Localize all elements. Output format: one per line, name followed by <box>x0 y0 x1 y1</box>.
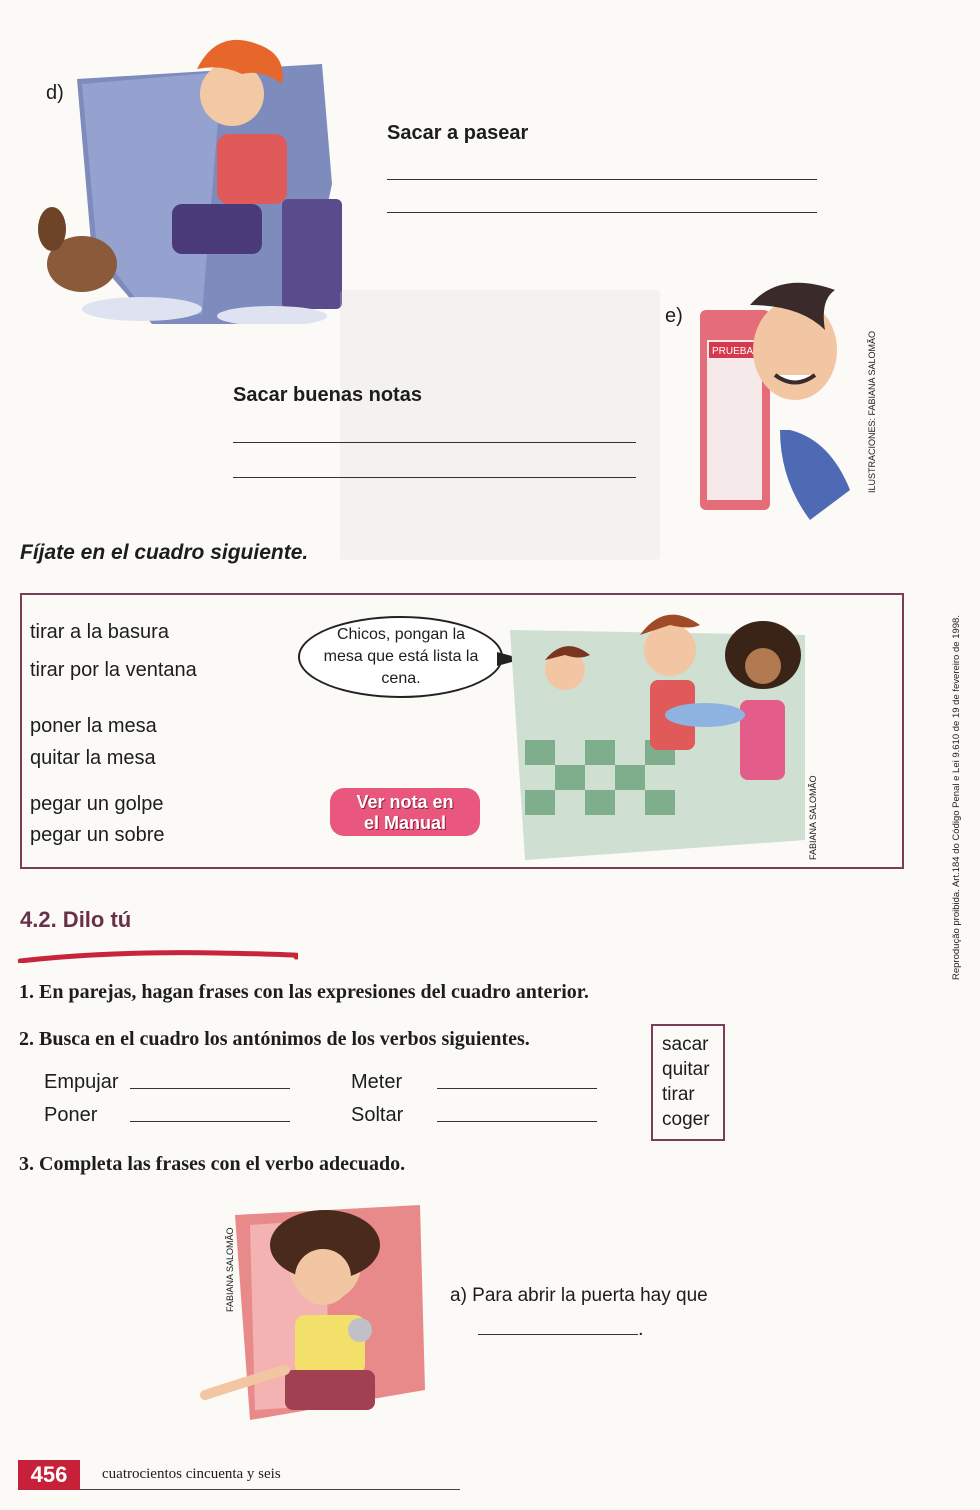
box-item-5: pegar un golpe <box>30 793 164 815</box>
illustration-kitchen-scene <box>505 600 805 862</box>
answer-line-d-2[interactable] <box>387 212 817 213</box>
label-e: e) <box>665 305 683 327</box>
page-number: 456 <box>30 1462 68 1487</box>
option-quitar: quitar <box>662 1059 710 1080</box>
illustration-girl-walking-dog <box>22 24 352 324</box>
box-heading: Fíjate en el cuadro siguiente. <box>20 541 309 564</box>
word-soltar: Soltar <box>351 1104 404 1126</box>
option-coger: coger <box>662 1109 710 1130</box>
question-3: 3. Completa las frases con el verbo adecuado. <box>19 1153 406 1175</box>
page-words: cuatrocientos cincuenta y seis <box>102 1466 281 1482</box>
word-meter: Meter <box>351 1071 403 1093</box>
page-number-badge <box>18 1460 80 1490</box>
section-title: 4.2. Dilo tú <box>20 907 132 932</box>
box-item-6: pegar un sobre <box>30 824 165 846</box>
box-item-2: tirar por la ventana <box>30 659 197 681</box>
answer-poner[interactable] <box>130 1121 290 1122</box>
answer-line-d-1[interactable] <box>387 179 817 180</box>
word-poner: Poner <box>44 1104 98 1126</box>
note-line-2: el Manual <box>363 813 447 833</box>
ver-nota-manual-badge[interactable] <box>330 788 480 836</box>
word-empujar: Empujar <box>44 1071 119 1093</box>
credit-girl-door: FABIANA SALOMÃO <box>225 1227 235 1312</box>
footer-rule <box>80 1489 460 1490</box>
answer-empujar[interactable] <box>130 1088 290 1089</box>
credit-ilustraciones: ILUSTRACIONES: FABIANA SALOMÃO <box>867 330 877 493</box>
expression-sacar-buenas-notas: Sacar buenas notas <box>233 384 422 406</box>
box-item-1: tirar a la basura <box>30 621 169 643</box>
answer-sentence-a[interactable] <box>478 1334 638 1335</box>
red-brush-stroke <box>18 949 298 963</box>
options-box <box>651 1024 725 1141</box>
answer-meter[interactable] <box>437 1088 597 1089</box>
answer-soltar[interactable] <box>437 1121 597 1122</box>
expression-sacar-a-pasear: Sacar a pasear <box>387 122 529 144</box>
box-item-4: quitar la mesa <box>30 747 156 769</box>
option-tirar: tirar <box>662 1084 695 1105</box>
box-item-3: poner la mesa <box>30 715 157 737</box>
note-line-1: Ver nota en <box>356 792 454 812</box>
sentence-a: a) Para abrir la puerta hay que <box>450 1285 708 1306</box>
question-1: 1. En parejas, hagan frases con las expresiones del cuadro anterior. <box>19 981 589 1003</box>
option-sacar: sacar <box>662 1034 709 1055</box>
question-2: 2. Busca en el cuadro los antónimos de los verbos siguientes. <box>19 1028 530 1050</box>
sentence-a-period: . <box>638 1318 644 1340</box>
label-d: d) <box>46 82 64 104</box>
credit-kitchen: FABIANA SALOMÃO <box>808 775 818 860</box>
answer-line-e-2[interactable] <box>233 477 636 478</box>
copyright-side-note: Reprodução proibida. Art.184 do Código Penal e Lei 9.610 de 19 de fevereiro de 1998. <box>951 615 962 980</box>
answer-line-e-1[interactable] <box>233 442 636 443</box>
prueba-sign-text: PRUEBA <box>712 346 754 357</box>
speech-bubble-text: Chicos, pongan la mesa que está lista la cena. <box>323 626 479 687</box>
bleed-through-area <box>340 290 660 560</box>
illustration-boy-with-test <box>695 270 855 525</box>
